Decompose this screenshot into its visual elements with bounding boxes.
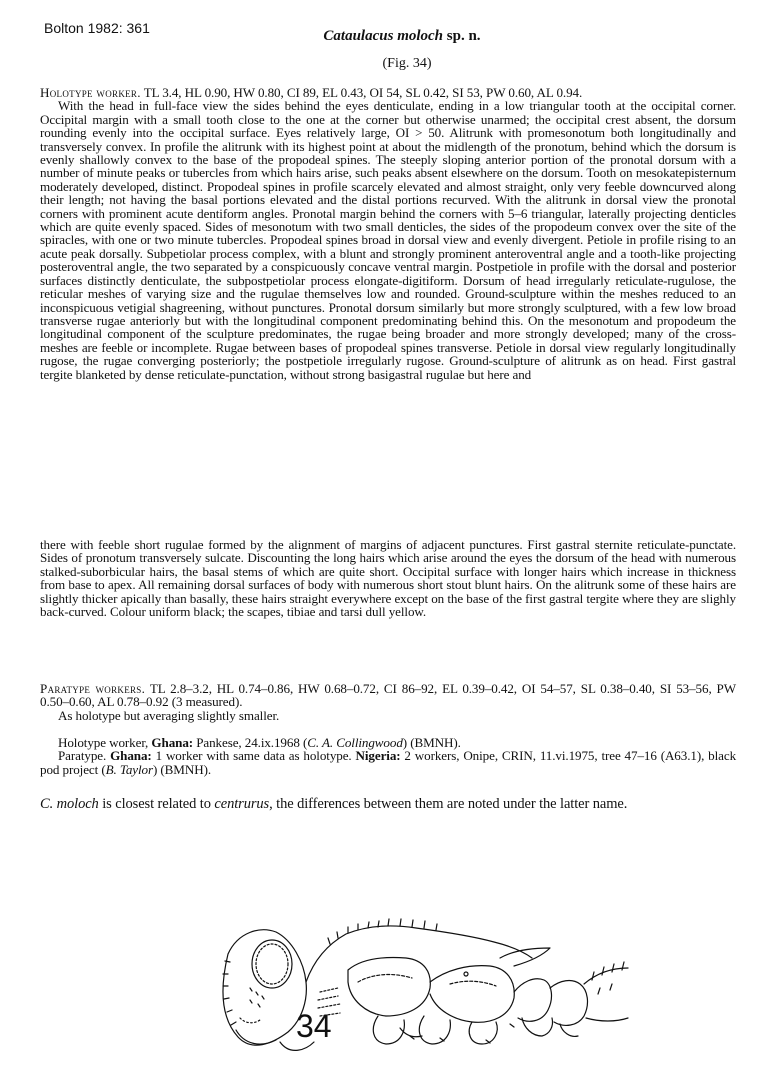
holotype-measurements: TL 3.4, HL 0.90, HW 0.80, CI 89, EL 0.43, OI 54, SL 0.42, SI 53, PW 0.60, AL 0.94.: [140, 85, 583, 100]
paratype-material-suffix: ) (BMNH).: [152, 761, 211, 777]
paratype-label: Paratype workers.: [40, 681, 146, 696]
holotype-material: [40, 736, 736, 749]
ant-profile-drawing: [210, 832, 630, 1052]
paratype-measurements-line: [40, 682, 736, 709]
holotype-continuation: there with feeble short rugulae formed by the alignment of margins of adjacent punctures. First gastral sternite reticulate-punctate. Sides of pronotum transversely sulcate. Discounting the long hairs which arise around the eyes the dorsum of the head with numerous stalked-suborbicular hairs, the basal stems of which are quite short. Occipital surface with longer hairs which increase in thickness from base to apex. All remaining dorsal surfaces of body with numerous short stout blunt hairs. On the alitrunk some of these hairs are slightly thicker apically than basally, these hairs straight everywhere except on the base of the first gastral tergite where they are slighly back-curved. Colour uniform black; the scapes, tibiae and tarsi dull yellow.: [40, 537, 736, 620]
paratype-collector: B. Taylor: [105, 761, 153, 777]
paratype-country-ghana: Ghana:: [110, 748, 152, 764]
holotype-measurements-line: [40, 86, 736, 99]
paratype-material-text1: 1 worker with same data as holotype.: [151, 748, 356, 764]
figure-number: 34: [296, 1008, 332, 1044]
holotype-description-continued: [40, 538, 736, 618]
remarks-text1: is closest related to: [98, 796, 215, 812]
species-suffix: sp. n.: [443, 28, 481, 44]
holotype-description: With the head in full-face view the sides behind the eyes denticulate, ending in a low triangular tooth at the occipital corner. Occipital margin with a small tooth close to the one at the corner but otherwise unarmed; the occipital crest absent, the dorsum rounding evenly into the occipital surface. Eyes relatively large, OI > 50. Alitrunk with promesonotum both longitudinally and transversely convex. In profile the alitrunk with its highest point at about the midlength of the pronotum, behind which the dorsum is evenly shallowly convex to the base of the propodeal spines. The steeply sloping anterior portion of the pronotal dorsum with a number of minute peaks or tubercles from which hairs arise, such peaks absent elsewhere on the dorsum. Tooth on mesokatepisternum moderately developed, distinct. Propodeal spines in profile scarcely elevated and almost straight, only very feeble downcurved along their length; not having the basal portions elevated and the distal portions recurved. With the alitrunk in dorsal view the pronotal corners with prominent acute dentiform angles. Pronotal margin behind the corners with 5–6 triangular, laterally projecting denticles which are quite evenly spaced. Sides of mesonotum with two small denticles, the sides of the propodeum convex over the site of the spiracles, with one or two minute tubercles. Propodeal spines broad in dorsal view and evenly divergent. Petiole in profile rising to an acute peak dorsally. Subpetiolar process complex, with a blunt and strongly prominent anteroventral angle and a tooth-like projecting posteroventral angle, the two separated by a conspicuously concave ventral margin. Postpetiole in profile with the dorsal and posterior surfaces distinctly denticulate, the subpostpetiolar process elongate-digitiform. Dorsum of head irregularly reticulate-rugulose, the reticular meshes of varying size and the rugulae themselves low and rounded. Ground-sculpture within the meshes reduced to an inconspicuous vetigial shagreening, without punctures. Pronotal dorsum similarly but more strongly sculptured, with a few low broad transverse rugae anteriorly but with the longitudinal component predominating behind this. On the mesonotum and propodeum the longitudinal component of the sculpture predominates, the rugae being broader and more strongly developed; many of the cross-meshes are feeble or incomplete. Rugae between bases of propodeal spines transverse. Petiole in dorsal view regularly longitudinally rugose, the rugae converging posteriorly; the postpetiole irregularly rugose. Ground-sculpture of alitrunk as on head. First gastral tergite blanketed by dense reticulate-punctation, without strong basigastral rugulae but here and: [40, 98, 736, 382]
paratype-material: [40, 749, 736, 776]
holotype-locality: Pankese, 24.ix.1968 (: [193, 735, 308, 750]
remarks-species: C. moloch: [40, 796, 99, 812]
figure-reference: (Fig. 34): [382, 56, 432, 71]
remarks-related-species: centrurus: [214, 796, 270, 812]
holotype-section: [40, 86, 736, 381]
material-section: [40, 736, 736, 776]
remarks-section: [40, 796, 736, 813]
paratype-material-text2: 2 workers, Onipe, CRIN, 11.vi.1975, tree 47–16 (A63.1), black pod project (: [40, 748, 737, 777]
holotype-material-prefix: Holotype worker,: [58, 735, 152, 750]
species-name: Cataulacus moloch: [323, 28, 444, 44]
holotype-collector: C. A. Collingwood: [307, 735, 403, 750]
remarks-paragraph: [40, 796, 736, 813]
paratype-measurements: TL 2.8–3.2, HL 0.74–0.86, HW 0.68–0.72, CI 86–92, EL 0.39–0.42, OI 54–57, SL 0.38–0.40, SI 53–56, PW 0.50–0.60, AL 0.78–0.92 (3 measured).: [40, 681, 736, 710]
paratype-country-nigeria: Nigeria:: [355, 748, 401, 764]
paratype-section: [40, 682, 736, 722]
remarks-text2: , the differences between them are noted under the latter name.: [269, 796, 628, 812]
paratype-material-prefix: Paratype.: [58, 748, 111, 764]
holotype-country: Ghana:: [151, 735, 194, 750]
holotype-material-suffix: ) (BMNH).: [402, 735, 461, 750]
paratype-note: As holotype but averaging slightly smaller.: [58, 707, 280, 723]
species-title: [0, 28, 764, 45]
citation: Bolton 1982: 361: [44, 20, 150, 36]
holotype-label: Holotype worker.: [40, 85, 141, 100]
